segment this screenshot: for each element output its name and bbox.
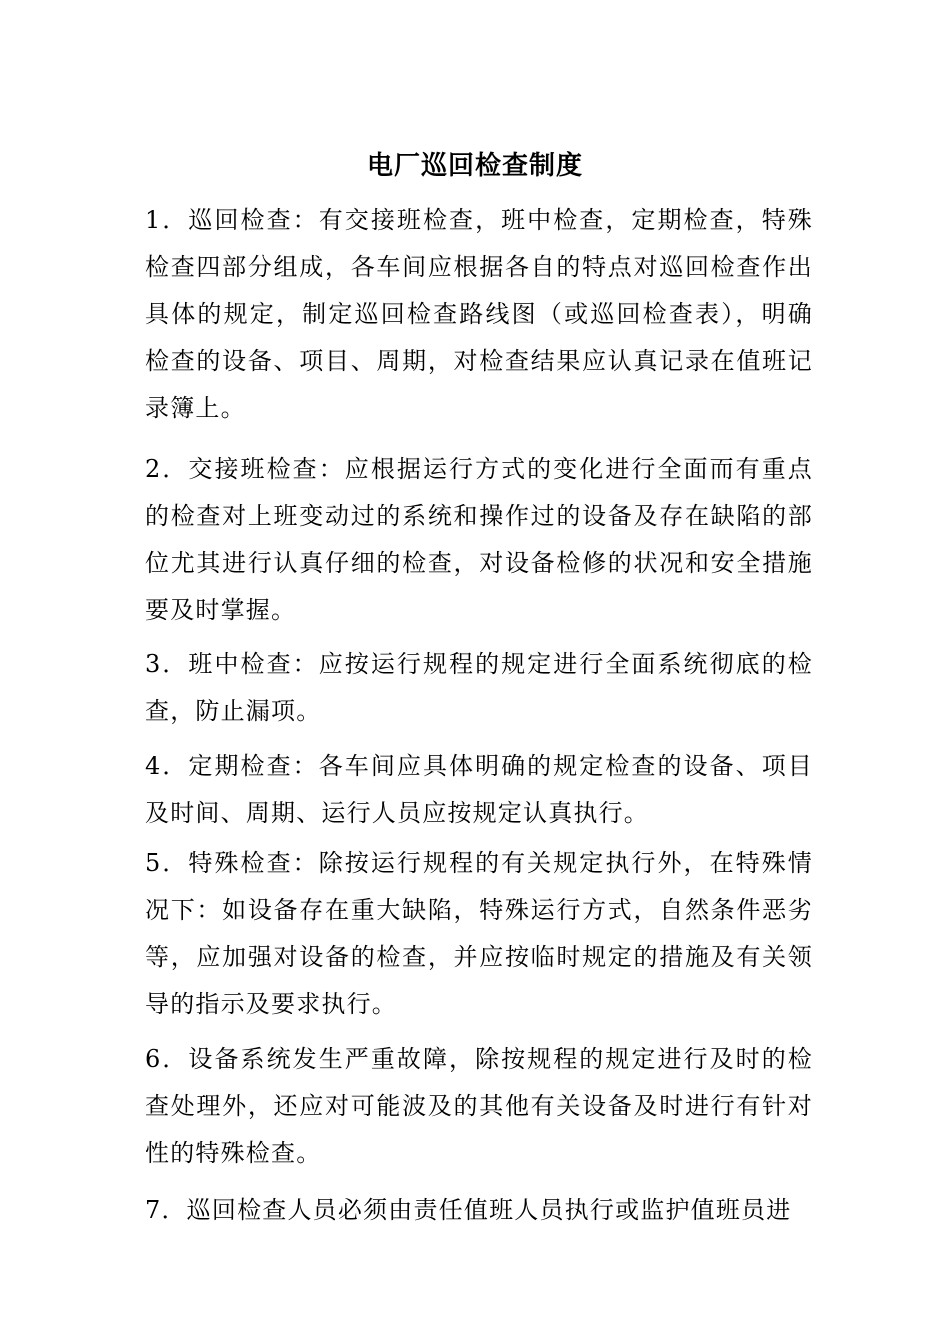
paragraph-4-periodic-inspection: 4．定期检查：各车间应具体明确的规定检查的设备、项目及时间、周期、运行人员应按规定认真执行。 xyxy=(145,752,813,827)
paragraph-3-in-shift-inspection: 3．班中检查：应按运行规程的规定进行全面系统彻底的检查，防止漏项。 xyxy=(145,650,813,725)
paragraph-5-special-inspection: 5．特殊检查：除按运行规程的有关规定执行外，在特殊情况下：如设备存在重大缺陷，特殊运行方式，自然条件恶劣等，应加强对设备的检查，并应按临时规定的措施及有关领导的指示及要求执行。 xyxy=(145,849,813,1018)
paragraph-7-inspection-personnel: 7．巡回检查人员必须由责任值班人员执行或监护值班员进 xyxy=(145,1196,792,1224)
paragraph-6-serious-fault: 6．设备系统发生严重故障，除按规程的规定进行及时的检查处理外，还应对可能波及的其他有关设备及时进行有针对性的特殊检查。 xyxy=(145,1045,813,1167)
paragraph-1-patrol-inspection: 1．巡回检查：有交接班检查，班中检查，定期检查，特殊检查四部分组成，各车间应根据各自的特点对巡回检查作出具体的规定，制定巡回检查路线图（或巡回检查表），明确检查的设备、项目、周期，对检查结果应认真记录在值班记录簿上。 xyxy=(145,206,813,422)
paragraph-2-shift-handover-inspection: 2．交接班检查：应根据运行方式的变化进行全面而有重点的检查对上班变动过的系统和操作过的设备及存在缺陷的部位尤其进行认真仔细的检查，对设备检修的状况和安全措施要及时掌握。 xyxy=(145,455,813,624)
document-title: 电厂巡回检查制度 xyxy=(366,151,583,181)
